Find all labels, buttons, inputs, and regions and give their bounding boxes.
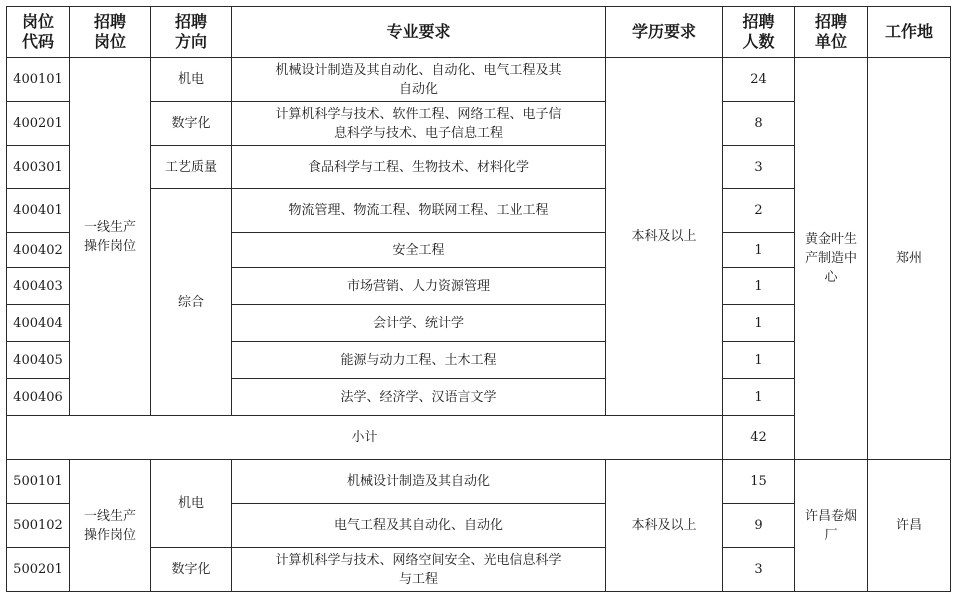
count-cell: 24: [723, 58, 795, 102]
location-cell: 许昌: [868, 460, 951, 592]
header-row: [7, 7, 951, 58]
major-cell: 计算机科学与技术、软件工程、网络工程、电子信 息科学与技术、电子信息工程: [232, 102, 606, 146]
major-cell: 计算机科学与技术、网络空间安全、光电信息科学 与工程: [232, 548, 606, 592]
header-education: 学历要求: [606, 7, 723, 58]
major-cell: 能源与动力工程、土木工程: [232, 342, 606, 379]
major-cell: 机械设计制造及其自动化: [232, 460, 606, 504]
position-code: 400403: [7, 268, 70, 305]
position-code: 400401: [7, 189, 70, 233]
education-cell: 本科及以上: [606, 58, 723, 416]
position-cell: 一线生产 操作岗位: [70, 58, 151, 416]
count-cell: 1: [723, 268, 795, 305]
count-cell: 3: [723, 146, 795, 189]
unit-cell: 许昌卷烟 厂: [795, 460, 868, 592]
count-cell: 9: [723, 504, 795, 548]
position-code: 400406: [7, 379, 70, 416]
table-row: [7, 460, 951, 504]
count-cell: 1: [723, 379, 795, 416]
direction-cell: 综合: [151, 189, 232, 416]
major-cell: 机械设计制造及其自动化、自动化、电气工程及其 自动化: [232, 58, 606, 102]
position-code: 500102: [7, 504, 70, 548]
unit-cell: 黄金叶生 产制造中 心: [795, 58, 868, 460]
major-cell: 会计学、统计学: [232, 305, 606, 342]
table-row: [7, 58, 951, 102]
position-code: 400301: [7, 146, 70, 189]
position-code: 400201: [7, 102, 70, 146]
header-count: 招聘 人数: [723, 7, 795, 58]
position-code: 400402: [7, 233, 70, 268]
header-unit: 招聘 单位: [795, 7, 868, 58]
position-code: 400404: [7, 305, 70, 342]
header-code: 岗位 代码: [7, 7, 70, 58]
subtotal-label: 小计: [7, 416, 723, 460]
location-cell: 郑州: [868, 58, 951, 460]
education-cell: 本科及以上: [606, 460, 723, 592]
direction-cell: 机电: [151, 460, 232, 548]
position-code: 400101: [7, 58, 70, 102]
direction-cell: 数字化: [151, 102, 232, 146]
count-cell: 1: [723, 342, 795, 379]
count-cell: 1: [723, 305, 795, 342]
direction-cell: 数字化: [151, 548, 232, 592]
major-cell: 食品科学与工程、生物技术、材料化学: [232, 146, 606, 189]
major-cell: 物流管理、物流工程、物联网工程、工业工程: [232, 189, 606, 233]
count-cell: 3: [723, 548, 795, 592]
count-cell: 15: [723, 460, 795, 504]
header-position: 招聘 岗位: [70, 7, 151, 58]
major-cell: 市场营销、人力资源管理: [232, 268, 606, 305]
major-cell: 电气工程及其自动化、自动化: [232, 504, 606, 548]
major-cell: 安全工程: [232, 233, 606, 268]
count-cell: 2: [723, 189, 795, 233]
direction-cell: 工艺质量: [151, 146, 232, 189]
recruitment-table: [6, 6, 951, 592]
header-major: 专业要求: [232, 7, 606, 58]
position-code: 500201: [7, 548, 70, 592]
header-direction: 招聘 方向: [151, 7, 232, 58]
position-cell: 一线生产 操作岗位: [70, 460, 151, 592]
position-code: 500101: [7, 460, 70, 504]
count-cell: 8: [723, 102, 795, 146]
major-cell: 法学、经济学、汉语言文学: [232, 379, 606, 416]
direction-cell: 机电: [151, 58, 232, 102]
subtotal-count: 42: [723, 416, 795, 460]
count-cell: 1: [723, 233, 795, 268]
header-location: 工作地: [868, 7, 951, 58]
position-code: 400405: [7, 342, 70, 379]
